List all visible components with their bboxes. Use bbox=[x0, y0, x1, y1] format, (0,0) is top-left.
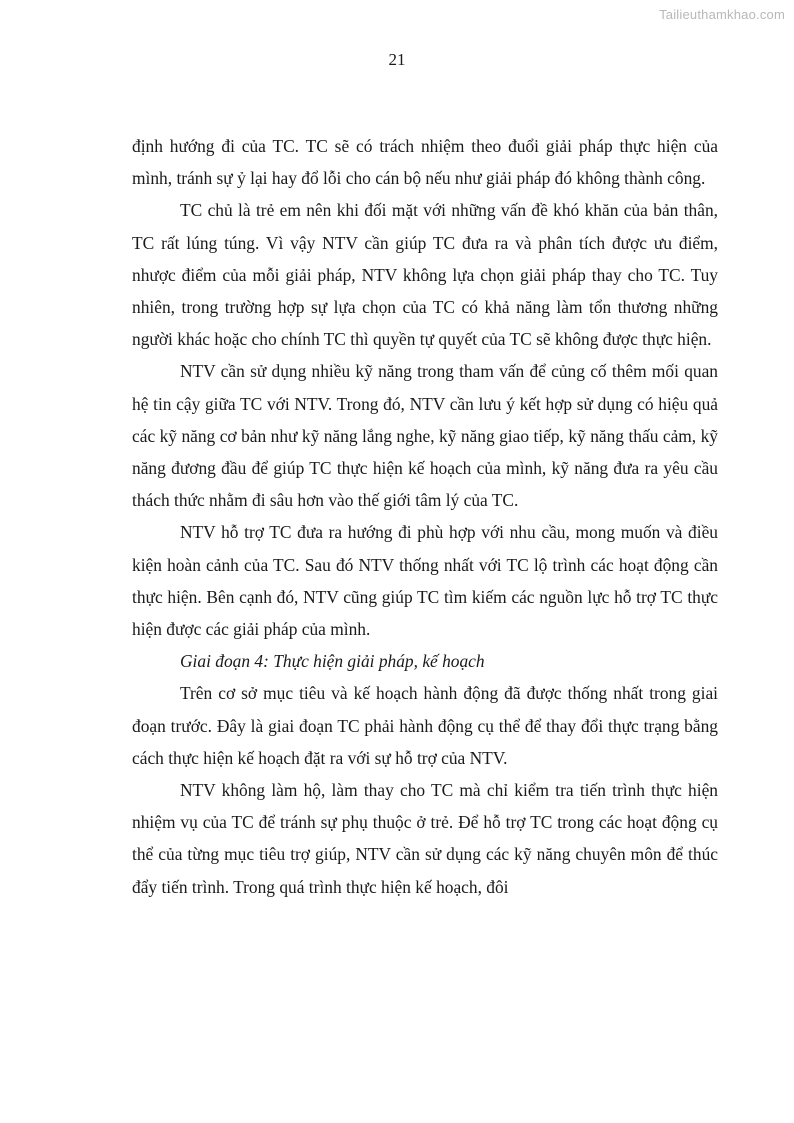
section-heading: Giai đoạn 4: Thực hiện giải pháp, kế hoạch bbox=[180, 651, 485, 672]
paragraph: TC chủ là trẻ em nên khi đối mặt với những vấn đề khó khăn của bản thân, TC rất lúng túng. Vì vậy NTV cần giúp TC đưa ra và phân tích được ưu điểm, nhược điểm của mỗi giải pháp, NTV không lựa chọn giải pháp thay cho TC. Tuy nhiên, trong trường hợp sự lựa chọn của TC có khả năng làm tổn thương những người khác hoặc cho chính TC thì quyền tự quyết của TC sẽ không được thực hiện. bbox=[132, 200, 718, 350]
paragraph: Trên cơ sở mục tiêu và kế hoạch hành động đã được thống nhất trong giai đoạn trước. Đây là giai đoạn TC phải hành động cụ thể để thay đổi thực trạng bằng cách thực hiện kế hoạch đặt ra với sự hỗ trợ của NTV. bbox=[132, 683, 718, 768]
page-number: 21 bbox=[388, 50, 406, 69]
document-body bbox=[132, 130, 718, 903]
paragraph: NTV cần sử dụng nhiều kỹ năng trong tham vấn để củng cố thêm mối quan hệ tin cậy giữa TC với NTV. Trong đó, NTV cần lưu ý kết hợp sử dụng có hiệu quả các kỹ năng cơ bản như kỹ năng lắng nghe, kỹ năng giao tiếp, kỹ năng thấu cảm, kỹ năng đương đầu để giúp TC thực hiện kế hoạch của mình, kỹ năng đưa ra yêu cầu thách thức nhằm đi sâu hơn vào thế giới tâm lý của TC. bbox=[132, 361, 718, 511]
paragraph: NTV hỗ trợ TC đưa ra hướng đi phù hợp với nhu cầu, mong muốn và điều kiện hoàn cảnh của TC. Sau đó NTV thống nhất với TC lộ trình các hoạt động cần thực hiện. Bên cạnh đó, NTV cũng giúp TC tìm kiếm các nguồn lực hỗ trợ TC thực hiện được các giải pháp của mình. bbox=[132, 522, 718, 640]
watermark: Tailieuthamkhao.com bbox=[659, 7, 785, 22]
paragraph: NTV không làm hộ, làm thay cho TC mà chỉ kiểm tra tiến trình thực hiện nhiệm vụ của TC để tránh sự phụ thuộc ở trẻ. Để hỗ trợ TC trong các hoạt động cụ thể của từng mục tiêu trợ giúp, NTV cần sử dụng các kỹ năng chuyên môn để thúc đẩy tiến trình. Trong quá trình thực hiện kế hoạch, đôi bbox=[132, 780, 718, 897]
paragraph-continuation: định hướng đi của TC. TC sẽ có trách nhiệm theo đuổi giải pháp thực hiện của mình, tránh sự ỷ lại hay đổ lỗi cho cán bộ nếu như giải pháp đó không thành công. bbox=[132, 136, 718, 189]
